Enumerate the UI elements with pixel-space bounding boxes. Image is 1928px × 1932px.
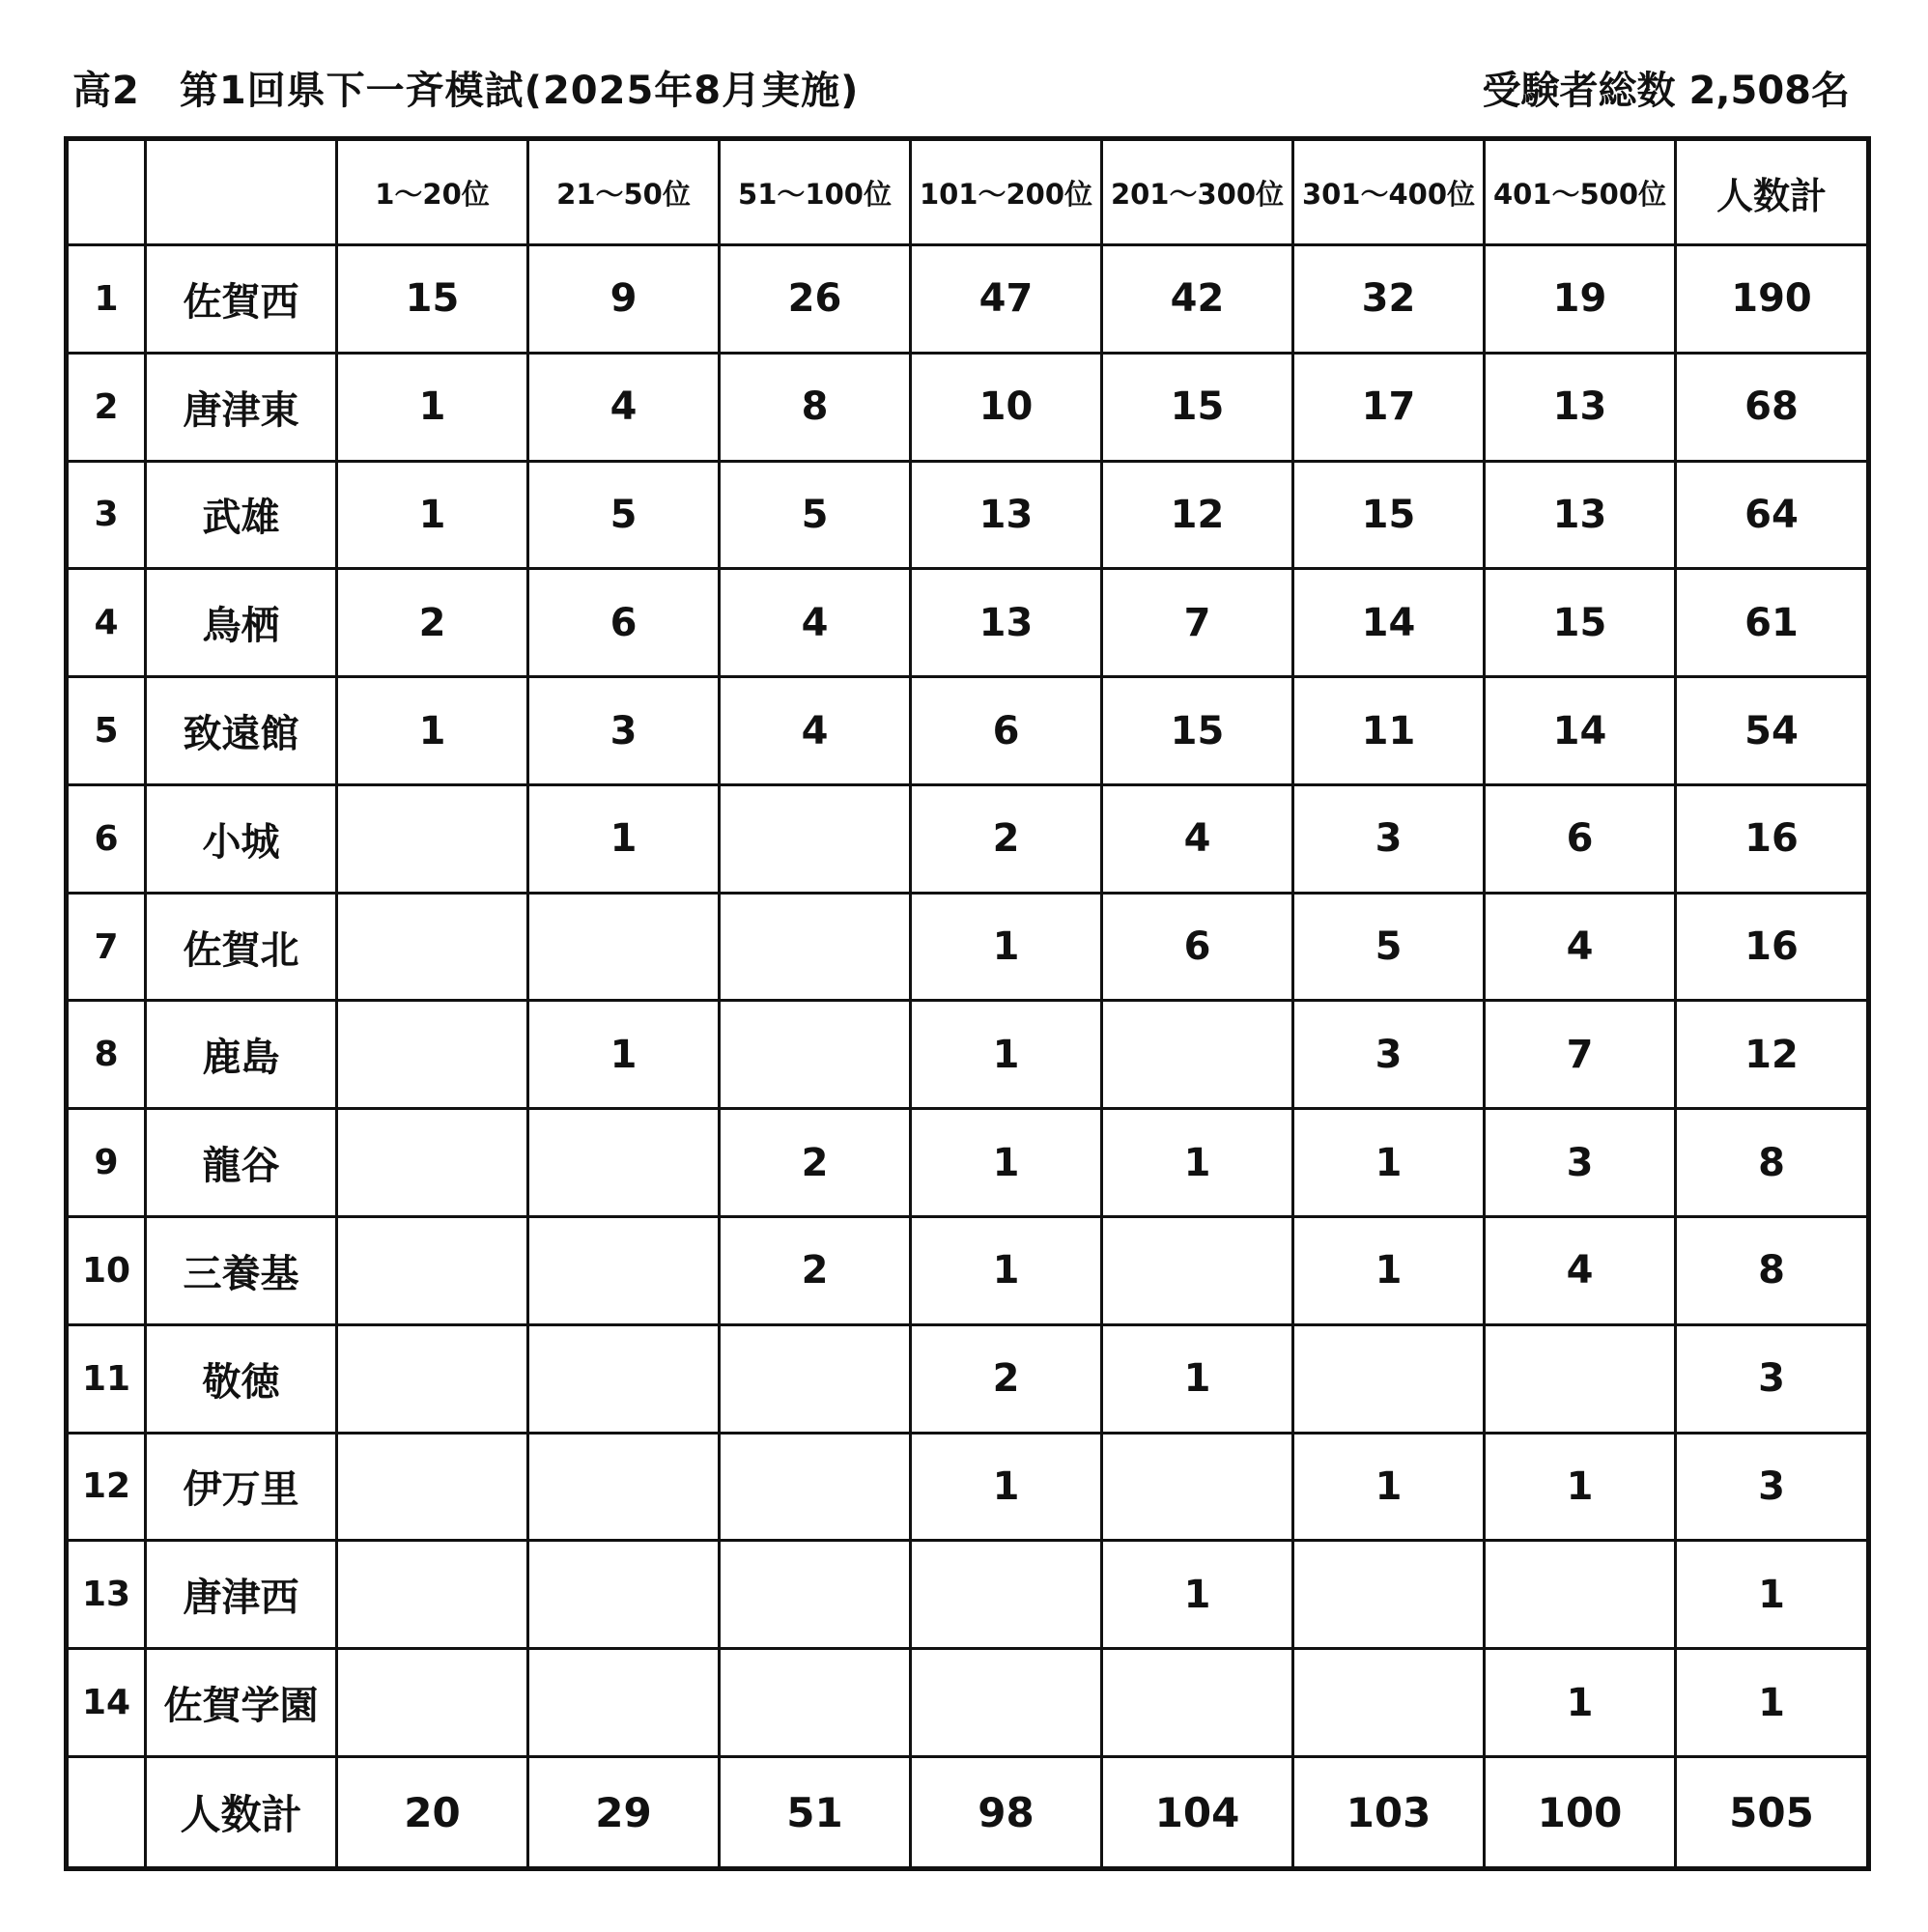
rank-cell: 9: [67, 1109, 146, 1217]
count-cell: 13: [911, 569, 1102, 677]
school-name-cell: 敬徳: [146, 1324, 337, 1433]
count-cell: 3: [528, 677, 720, 785]
rank-cell: 10: [67, 1217, 146, 1325]
rank-cell: 2: [67, 353, 146, 461]
row-total-cell: 8: [1676, 1109, 1869, 1217]
school-name-cell: 伊万里: [146, 1433, 337, 1541]
table-row: [67, 461, 1869, 569]
column-total-cell: 29: [528, 1757, 720, 1869]
row-total-cell: 3: [1676, 1433, 1869, 1541]
count-cell: 1: [911, 1109, 1102, 1217]
column-header-range: 21～50位: [528, 139, 720, 245]
count-cell: [337, 1433, 528, 1541]
count-cell: 10: [911, 353, 1102, 461]
count-cell: 15: [1102, 353, 1293, 461]
page-header: [72, 60, 1850, 118]
count-cell: 13: [1485, 461, 1676, 569]
count-cell: [528, 1433, 720, 1541]
count-cell: [1485, 1324, 1676, 1433]
count-cell: [337, 784, 528, 893]
row-total-cell: 16: [1676, 893, 1869, 1001]
count-cell: [1102, 1649, 1293, 1757]
count-cell: 4: [1485, 893, 1676, 1001]
rank-cell: 13: [67, 1541, 146, 1649]
count-cell: [720, 893, 911, 1001]
count-cell: 3: [1293, 1001, 1485, 1109]
count-cell: 14: [1293, 569, 1485, 677]
count-cell: [528, 1649, 720, 1757]
count-cell: 12: [1102, 461, 1293, 569]
count-cell: [1485, 1541, 1676, 1649]
school-name-cell: 龍谷: [146, 1109, 337, 1217]
rank-cell: 14: [67, 1649, 146, 1757]
count-cell: [528, 1109, 720, 1217]
count-cell: [1293, 1324, 1485, 1433]
count-cell: [528, 1541, 720, 1649]
count-cell: 15: [337, 245, 528, 354]
count-cell: 6: [911, 677, 1102, 785]
row-total-cell: 12: [1676, 1001, 1869, 1109]
rank-cell: 8: [67, 1001, 146, 1109]
count-cell: [720, 1433, 911, 1541]
count-cell: 15: [1293, 461, 1485, 569]
school-name-cell: 鹿島: [146, 1001, 337, 1109]
rank-cell: 5: [67, 677, 146, 785]
count-cell: 26: [720, 245, 911, 354]
total-row-label: 人数計: [146, 1757, 337, 1869]
count-cell: 4: [720, 677, 911, 785]
count-cell: 42: [1102, 245, 1293, 354]
count-cell: 1: [911, 1433, 1102, 1541]
count-cell: 7: [1102, 569, 1293, 677]
count-cell: [337, 1649, 528, 1757]
count-cell: 2: [911, 1324, 1102, 1433]
total-row-blank-cell: [67, 1757, 146, 1869]
row-total-cell: 1: [1676, 1649, 1869, 1757]
rank-cell: 6: [67, 784, 146, 893]
count-cell: 1: [1102, 1541, 1293, 1649]
count-cell: 6: [1485, 784, 1676, 893]
rank-cell: 7: [67, 893, 146, 1001]
count-cell: 1: [911, 893, 1102, 1001]
count-cell: 32: [1293, 245, 1485, 354]
grand-total-cell: 505: [1676, 1757, 1869, 1869]
count-cell: [337, 1541, 528, 1649]
count-cell: 15: [1102, 677, 1293, 785]
table-row: [67, 1649, 1869, 1757]
count-cell: 8: [720, 353, 911, 461]
school-name-cell: 唐津西: [146, 1541, 337, 1649]
column-header-range: 1～20位: [337, 139, 528, 245]
column-total-cell: 104: [1102, 1757, 1293, 1869]
row-total-cell: 54: [1676, 677, 1869, 785]
count-cell: 17: [1293, 353, 1485, 461]
column-total-cell: 103: [1293, 1757, 1485, 1869]
count-cell: 6: [1102, 893, 1293, 1001]
column-header-range: 201～300位: [1102, 139, 1293, 245]
rank-cell: 12: [67, 1433, 146, 1541]
count-cell: [1102, 1433, 1293, 1541]
row-total-cell: 190: [1676, 245, 1869, 354]
rank-cell: 3: [67, 461, 146, 569]
rank-cell: 11: [67, 1324, 146, 1433]
count-cell: [528, 1324, 720, 1433]
table-row: [67, 1541, 1869, 1649]
column-header-range: 51～100位: [720, 139, 911, 245]
count-cell: 2: [337, 569, 528, 677]
column-header-range: 301～400位: [1293, 139, 1485, 245]
row-total-cell: 61: [1676, 569, 1869, 677]
school-name-cell: 致遠館: [146, 677, 337, 785]
count-cell: 4: [528, 353, 720, 461]
count-cell: [720, 784, 911, 893]
count-cell: 5: [1293, 893, 1485, 1001]
count-cell: [528, 893, 720, 1001]
count-cell: [720, 1324, 911, 1433]
count-cell: [337, 1217, 528, 1325]
school-name-cell: 佐賀北: [146, 893, 337, 1001]
count-cell: [720, 1541, 911, 1649]
count-cell: 9: [528, 245, 720, 354]
count-cell: [1293, 1649, 1485, 1757]
count-cell: 5: [720, 461, 911, 569]
count-cell: 1: [337, 353, 528, 461]
count-cell: 13: [1485, 353, 1676, 461]
table-body: [67, 245, 1869, 1757]
count-cell: 7: [1485, 1001, 1676, 1109]
count-cell: 4: [720, 569, 911, 677]
row-total-cell: 68: [1676, 353, 1869, 461]
column-header-blank: [146, 139, 337, 245]
count-cell: 1: [1485, 1649, 1676, 1757]
count-cell: [528, 1217, 720, 1325]
total-examinees: 受験者総数 2,508名: [1482, 69, 1850, 113]
row-total-cell: 3: [1676, 1324, 1869, 1433]
count-cell: [911, 1649, 1102, 1757]
count-cell: [1102, 1217, 1293, 1325]
row-total-cell: 64: [1676, 461, 1869, 569]
count-cell: 1: [528, 1001, 720, 1109]
count-cell: 1: [911, 1217, 1102, 1325]
table-row: [67, 677, 1869, 785]
school-name-cell: 佐賀西: [146, 245, 337, 354]
count-cell: 1: [1102, 1109, 1293, 1217]
count-cell: 1: [337, 677, 528, 785]
column-header-total: 人数計: [1676, 139, 1869, 245]
count-cell: 2: [911, 784, 1102, 893]
total-row: [67, 1757, 1869, 1869]
table-row: [67, 1109, 1869, 1217]
row-total-cell: 8: [1676, 1217, 1869, 1325]
count-cell: [337, 1324, 528, 1433]
table-row: [67, 1433, 1869, 1541]
table-row: [67, 569, 1869, 677]
school-name-cell: 鳥栖: [146, 569, 337, 677]
count-cell: [1293, 1541, 1485, 1649]
column-total-cell: 51: [720, 1757, 911, 1869]
table-row: [67, 784, 1869, 893]
count-cell: 14: [1485, 677, 1676, 785]
count-cell: 3: [1293, 784, 1485, 893]
count-cell: 6: [528, 569, 720, 677]
count-cell: 1: [1293, 1217, 1485, 1325]
table-row: [67, 1324, 1869, 1433]
school-name-cell: 武雄: [146, 461, 337, 569]
school-name-cell: 唐津東: [146, 353, 337, 461]
count-cell: 1: [1293, 1433, 1485, 1541]
count-cell: 11: [1293, 677, 1485, 785]
school-name-cell: 三養基: [146, 1217, 337, 1325]
count-cell: 1: [911, 1001, 1102, 1109]
count-cell: 13: [911, 461, 1102, 569]
row-total-cell: 1: [1676, 1541, 1869, 1649]
column-total-cell: 20: [337, 1757, 528, 1869]
count-cell: 2: [720, 1217, 911, 1325]
count-cell: 1: [1102, 1324, 1293, 1433]
column-total-cell: 100: [1485, 1757, 1676, 1869]
count-cell: 19: [1485, 245, 1676, 354]
rank-cell: 1: [67, 245, 146, 354]
count-cell: 4: [1102, 784, 1293, 893]
count-cell: [337, 893, 528, 1001]
count-cell: 47: [911, 245, 1102, 354]
page-title: 高2 第1回県下一斉模試(2025年8月実施): [72, 69, 860, 113]
count-cell: [911, 1541, 1102, 1649]
count-cell: 3: [1485, 1109, 1676, 1217]
count-cell: [1102, 1001, 1293, 1109]
count-cell: 4: [1485, 1217, 1676, 1325]
count-cell: [720, 1649, 911, 1757]
count-cell: [720, 1001, 911, 1109]
count-cell: 1: [528, 784, 720, 893]
table-row: [67, 245, 1869, 354]
column-header-range: 101～200位: [911, 139, 1102, 245]
column-header-blank: [67, 139, 146, 245]
count-cell: 5: [528, 461, 720, 569]
school-name-cell: 佐賀学園: [146, 1649, 337, 1757]
table-row: [67, 353, 1869, 461]
count-cell: 2: [720, 1109, 911, 1217]
count-cell: [337, 1109, 528, 1217]
header-row: [67, 139, 1869, 245]
table-row: [67, 1217, 1869, 1325]
row-total-cell: 16: [1676, 784, 1869, 893]
ranking-table: [64, 136, 1871, 1871]
count-cell: 1: [337, 461, 528, 569]
count-cell: [337, 1001, 528, 1109]
count-cell: 1: [1293, 1109, 1485, 1217]
rank-cell: 4: [67, 569, 146, 677]
count-cell: 1: [1485, 1433, 1676, 1541]
table-row: [67, 893, 1869, 1001]
column-total-cell: 98: [911, 1757, 1102, 1869]
table-row: [67, 1001, 1869, 1109]
school-name-cell: 小城: [146, 784, 337, 893]
column-header-range: 401～500位: [1485, 139, 1676, 245]
count-cell: 15: [1485, 569, 1676, 677]
